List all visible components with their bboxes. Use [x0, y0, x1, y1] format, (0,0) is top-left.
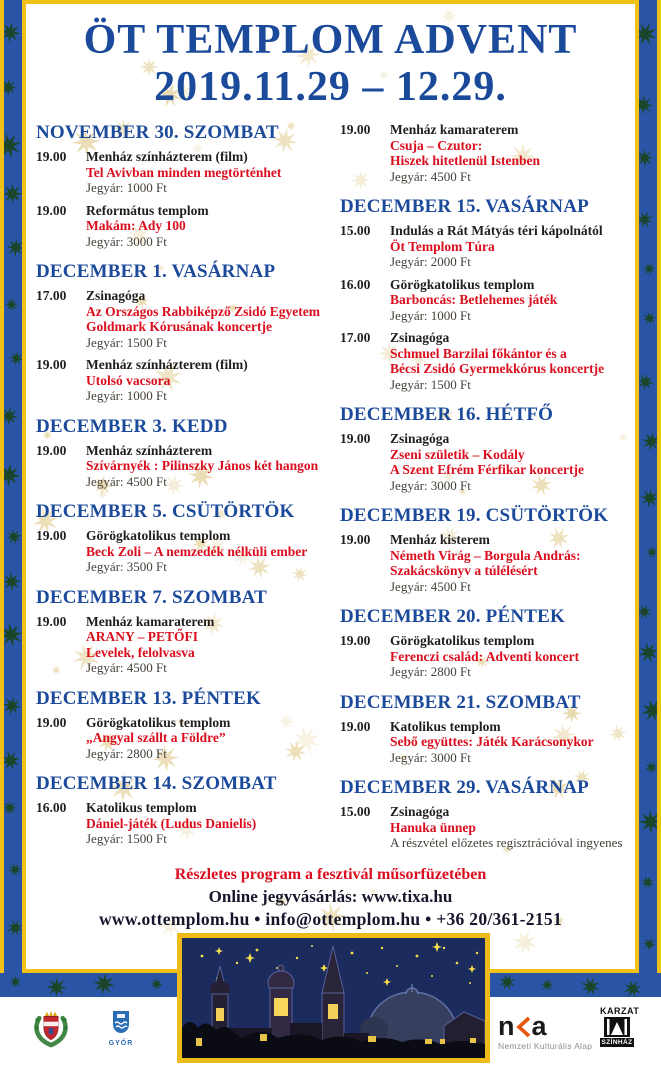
event-venue: Katolikus templom — [390, 718, 501, 734]
event-title: Utolsó vacsora — [86, 372, 171, 388]
event-title: Hiszek hitetlenül Istenben — [390, 153, 541, 168]
day-header: DECEMBER 16. HÉTFŐ — [340, 404, 554, 425]
cityscape-scene — [182, 938, 485, 1058]
event-note: Jegyár: 1000 Ft — [86, 388, 167, 403]
day-header: NOVEMBER 30. SZOMBAT — [36, 122, 279, 143]
event-venue: Zsinagóga — [390, 330, 450, 345]
event-row — [340, 719, 630, 766]
event-note: Jegyár: 3000 Ft — [390, 477, 471, 493]
day-section — [36, 773, 326, 847]
program-column-1 — [36, 122, 326, 858]
poster-title — [26, 17, 635, 111]
footer-ticket-url: Online jegyvásárlás: www.tixa.hu — [208, 887, 453, 906]
nka-letter-n: n — [498, 1011, 515, 1041]
gyor-shield-icon — [111, 1010, 131, 1034]
event-row — [340, 277, 630, 324]
event-note: Jegyár: 4500 Ft — [86, 660, 167, 675]
karzat-logo-subtitle: SZÍNHÁZ — [601, 1039, 633, 1046]
event-time: 19.00 — [340, 122, 371, 137]
day-header: DECEMBER 7. SZOMBAT — [36, 586, 267, 608]
event-body — [86, 357, 326, 404]
day-header: DECEMBER 21. SZOMBAT — [340, 691, 581, 713]
event-title: Goldmark Kórusának koncertje — [86, 319, 273, 334]
day-header: DECEMBER 15. VASÁRNAP — [340, 196, 589, 217]
day-header: DECEMBER 1. VASÁRNAP — [36, 261, 276, 282]
event-title: Szakácskönyv a túlélésért — [390, 563, 538, 578]
event-time: 19.00 — [36, 442, 67, 458]
gyor-coat-of-arms-logo — [33, 1008, 69, 1048]
event-time: 19.00 — [36, 357, 67, 372]
event-title: Ferenczi család: Adventi koncert — [390, 648, 580, 664]
event-venue: Görögkatolikus templom — [86, 714, 231, 730]
event-body — [390, 633, 630, 680]
event-title: Bécsi Zsidó Gyermekkórus koncertje — [390, 361, 605, 376]
event-body — [86, 288, 326, 350]
event-time: 17.00 — [340, 330, 371, 345]
event-row — [36, 443, 326, 490]
karzat-theater-logo — [600, 1006, 640, 1047]
event-body — [86, 443, 326, 490]
event-row — [340, 330, 630, 392]
event-venue: Menház kamaraterem — [390, 122, 519, 137]
event-row — [340, 532, 630, 594]
nka-wordmark — [498, 1013, 592, 1039]
gyor-logo-label: GYŐR — [108, 1040, 134, 1047]
event-row — [340, 804, 630, 851]
event-title: Schmuel Barzilai főkántor és a — [390, 345, 567, 361]
event-row — [36, 357, 326, 404]
day-header: DECEMBER 19. CSÜTÖRTÖK — [340, 505, 609, 526]
event-time: 19.00 — [36, 613, 67, 629]
program-columns — [36, 122, 629, 858]
event-row — [36, 614, 326, 676]
event-venue: Zsinagóga — [86, 288, 146, 303]
poster-content-panel — [22, 0, 639, 973]
day-section — [340, 777, 630, 851]
event-venue: Menház kamaraterem — [86, 613, 215, 629]
event-note: Jegyár: 4500 Ft — [86, 473, 167, 489]
event-body — [390, 804, 630, 851]
event-row — [36, 715, 326, 762]
day-section — [36, 501, 326, 575]
event-venue: Zsinagóga — [390, 804, 450, 819]
event-title: Öt Templom Túra — [390, 238, 495, 254]
event-body — [390, 719, 630, 766]
event-note: Jegyár: 3000 Ft — [390, 749, 471, 765]
event-row — [340, 122, 630, 184]
event-venue: Katolikus templom — [86, 800, 197, 815]
day-header: DECEMBER 20. PÉNTEK — [340, 606, 565, 627]
nka-orange-angle-icon — [516, 1015, 531, 1039]
event-time: 19.00 — [340, 633, 371, 648]
event-time: 15.00 — [340, 804, 371, 819]
footer-program-note: Részletes program a fesztivál műsorfüzetében — [174, 866, 487, 883]
event-note: Jegyár: 1000 Ft — [390, 307, 471, 323]
event-time: 19.00 — [340, 431, 371, 446]
event-row — [36, 800, 326, 847]
day-section — [36, 122, 326, 249]
event-title: Beck Zoli – A nemzedék nélküli ember — [86, 543, 308, 559]
event-row — [36, 528, 326, 575]
poster-title-line-2: 2019.11.29 – 12.29. — [154, 64, 507, 110]
event-title: Csuja – Czutor: — [390, 137, 483, 153]
event-note: Jegyár: 2800 Ft — [86, 745, 167, 761]
event-venue: Menház színházterem — [86, 442, 213, 458]
event-body — [390, 122, 630, 184]
event-body — [86, 203, 326, 250]
event-row — [36, 288, 326, 350]
nka-caption: Nemzeti Kulturális Alap — [498, 1041, 593, 1051]
event-venue: Menház színházterem (film) — [86, 149, 248, 164]
event-title: „Angyal szállt a Földre” — [86, 730, 226, 745]
footer-contact-line: www.ottemplom.hu • info@ottemplom.hu • +36 20/361-2151 — [98, 909, 563, 929]
border-band-left — [4, 0, 22, 997]
day-header: DECEMBER 29. VASÁRNAP — [340, 777, 589, 798]
event-venue: Menház kisterem — [390, 532, 490, 547]
event-time: 16.00 — [36, 800, 67, 815]
event-venue: Református templom — [86, 202, 209, 218]
event-body — [390, 223, 630, 270]
event-title: Tel Avivban minden megtörténhet — [86, 164, 282, 180]
poster-footer — [26, 864, 635, 931]
event-venue: Görögkatolikus templom — [390, 633, 535, 648]
day-section — [340, 122, 630, 184]
event-row — [36, 149, 326, 196]
event-body — [390, 532, 630, 594]
event-title: Zseni születik – Kodály — [390, 446, 525, 462]
event-venue: Menház színházterem (film) — [86, 357, 248, 372]
nka-letter-a: a — [531, 1011, 547, 1041]
event-title: Levelek, felolvasva — [86, 644, 195, 660]
day-section — [36, 688, 326, 762]
event-body — [86, 715, 326, 762]
event-row — [36, 203, 326, 250]
border-band-right — [639, 0, 657, 997]
event-title: Az Országos Rabbiképző Zsidó Egyetem — [86, 303, 320, 319]
gyor-city-logo — [104, 1010, 138, 1047]
event-body — [390, 277, 630, 324]
event-time: 19.00 — [36, 714, 67, 730]
event-time: 15.00 — [340, 223, 371, 238]
event-row — [340, 633, 630, 680]
event-note: A részvétel előzetes regisztrációval ingyenes — [390, 835, 623, 850]
event-body — [86, 614, 326, 676]
day-section — [36, 416, 326, 490]
night-cityscape-image — [177, 933, 490, 1063]
day-section — [340, 505, 630, 594]
event-title: Sebő együttes: Játék Karácsonykor — [390, 734, 594, 749]
day-section — [340, 196, 630, 392]
day-section — [36, 261, 326, 404]
day-header: DECEMBER 14. SZOMBAT — [36, 773, 277, 794]
day-section — [340, 404, 630, 493]
program-column-2 — [340, 122, 630, 858]
event-venue: Görögkatolikus templom — [86, 528, 231, 543]
event-time: 16.00 — [340, 276, 371, 292]
event-venue: Zsinagóga — [390, 431, 450, 446]
event-time: 19.00 — [340, 532, 371, 547]
event-title: Szívárnyék : Pilinszky János két hangon — [86, 458, 319, 473]
day-section — [36, 587, 326, 676]
event-body — [86, 528, 326, 575]
event-venue: Indulás a Rát Mátyás téri kápolnától — [390, 223, 603, 238]
event-body — [390, 431, 630, 493]
border-stars-left — [4, 0, 22, 997]
event-note: Jegyár: 1500 Ft — [390, 376, 471, 392]
event-body — [86, 149, 326, 196]
event-time: 17.00 — [36, 288, 67, 303]
event-note: Jegyár: 2000 Ft — [390, 254, 471, 269]
nka-logo — [498, 1013, 592, 1051]
event-note: Jegyár: 2800 Ft — [390, 664, 471, 679]
event-title: ARANY – PETŐFI — [86, 629, 199, 644]
poster-title-line-1: ÖT TEMPLOM ADVENT — [83, 17, 578, 63]
event-row — [340, 223, 630, 270]
karzat-logo-title: KARZAT — [600, 1006, 640, 1016]
event-row — [340, 431, 630, 493]
border-stars-right — [639, 0, 657, 997]
event-note: Jegyár: 1500 Ft — [86, 831, 167, 846]
event-title: A Szent Efrém Férfikar koncertje — [390, 462, 584, 477]
day-header: DECEMBER 5. CSÜTÖRTÖK — [36, 501, 295, 522]
event-time: 19.00 — [340, 718, 371, 734]
event-note: Jegyár: 4500 Ft — [390, 578, 471, 594]
karzat-curtain-icon — [604, 1017, 630, 1037]
event-time: 19.00 — [36, 202, 67, 218]
day-section — [340, 606, 630, 680]
event-title: Barboncás: Betlehemes játék — [390, 292, 558, 307]
day-header: DECEMBER 13. PÉNTEK — [36, 687, 261, 709]
event-note: Jegyár: 3000 Ft — [86, 233, 167, 249]
event-title: Dániel-játék (Ludus Danielis) — [86, 815, 257, 831]
event-note: Jegyár: 3500 Ft — [86, 559, 167, 574]
event-title: Németh Virág – Borgula András: — [390, 547, 581, 563]
event-body — [86, 800, 326, 847]
event-time: 19.00 — [36, 528, 67, 543]
event-venue: Görögkatolikus templom — [390, 276, 535, 292]
day-header: DECEMBER 3. KEDD — [36, 415, 228, 437]
day-section — [340, 692, 630, 766]
event-title: Makám: Ady 100 — [86, 218, 186, 233]
event-body — [390, 330, 630, 392]
event-note: Jegyár: 1500 Ft — [86, 334, 167, 350]
event-note: Jegyár: 4500 Ft — [390, 168, 471, 184]
event-note: Jegyár: 1000 Ft — [86, 180, 167, 195]
outer-gold-edge-right — [657, 0, 661, 997]
event-time: 19.00 — [36, 149, 67, 164]
event-title: Hanuka ünnep — [390, 819, 476, 835]
